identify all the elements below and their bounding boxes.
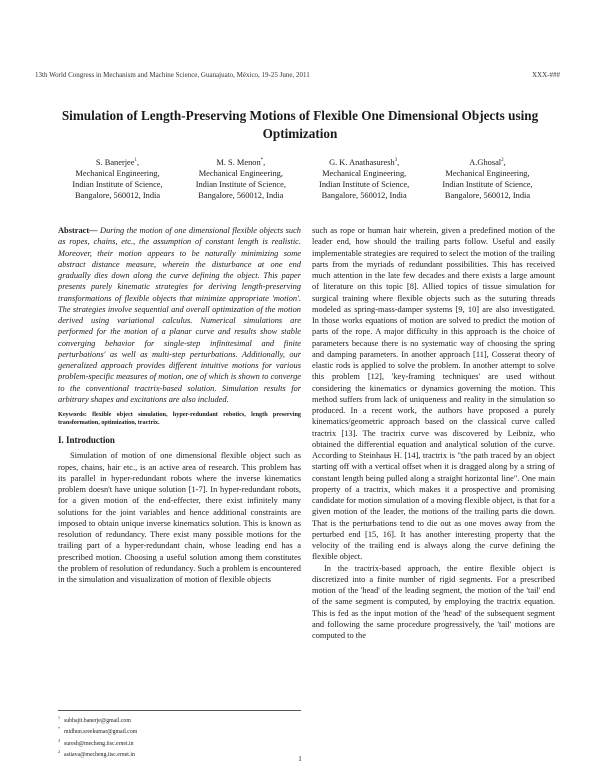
right-column bbox=[312, 225, 555, 641]
intro-paragraph-2: such as rope or human hair wherein, given a predefined motion of the leader end, how should the trailing parts follow. Useful and easily implementable strategies are required to select the motion of the trailing parts from the myriads of redundant possibilities. This has received much attention in the late few decades and there exists a large amount of literature on this topic [8]. Allied topics of tissue simulation for surgical training where flexible objects such as the suturing threads modeled as spring-mass-damper systems [9, 10] are also investigated. In those works equations of motion are solved to predict the motion of parts of the rope. A major difficulty in this approach is the choice of parameters because there is no systematic way of choosing the spring and damping parameters. In another approach [11], Cosserat theory of elastic rods is applied to solve the problem. In another attempt to solve this problem [12], 'key-framing techniques' are used without considering the kinematics or dynamics governing the motion. This method suffers from lack of uniqueness and reality in the simulation so produced. In a recent work, the authors have proposed a purely kinematics/geometric approach based on the classical curve called tractrix [13]. The tractrix curve was discovered by Leibniz, who obtained the differential equation and analytical solution of the curve. According to Steinhaus H. [14], tractrix is "the path traced by an object starting off with a vertical offset when it is dragged along by a string of constant length being pulled along a straight horizontal line". One main property of a tractrix, which makes it a prospective and promising candidate for motion simulation of a moving flexible object, is that for a given motion of the leader, the motions of the trailing parts die down. That is the perturbations tend to die out as one moves away from the perturbed end [15, 16]. It has another interesting property that the velocity of the trailing end is always along the curve defining the flexible object. bbox=[312, 226, 555, 562]
footnote-mark: 3 bbox=[58, 737, 60, 743]
footnote-mark: 2 bbox=[58, 748, 60, 754]
author-block: S. Banerjee$^1$, Mechanical Engineering, Indian Institute of Science, Bangalore, 560012, India bbox=[60, 155, 175, 202]
author-institute: Indian Institute of Science, bbox=[442, 180, 533, 190]
abstract bbox=[58, 225, 301, 405]
author-name: M. S. Menon bbox=[216, 157, 261, 167]
author-mark: 3 bbox=[394, 158, 398, 163]
author-name: S. Banerjee bbox=[95, 157, 135, 167]
author-block: G. K. Anathasuresh$^3$, Mechanical Engineering, Indian Institute of Science, Bangalore, 560012, India bbox=[307, 155, 422, 202]
author-mark: * bbox=[260, 158, 264, 163]
author-name: A.Ghosal bbox=[469, 157, 502, 167]
footnote bbox=[58, 725, 301, 736]
footnotes bbox=[58, 710, 301, 759]
author-address: Bangalore, 560012, India bbox=[198, 191, 284, 201]
author-mark: 1 bbox=[134, 158, 137, 163]
footnote-email[interactable]: asitava@mecheng.iisc.ernet.in bbox=[64, 751, 135, 758]
author-address: Bangalore, 560012, India bbox=[444, 191, 531, 201]
footnote-mark: 1 bbox=[58, 715, 60, 720]
footnote-email[interactable]: subhajit.banerje@gmail.com bbox=[64, 717, 131, 724]
author-institute: Indian Institute of Science, bbox=[319, 180, 410, 190]
footnote bbox=[58, 714, 301, 725]
author-block: A.Ghosal$^2$, Mechanical Engineering, Indian Institute of Science, Bangalore, 560012, India bbox=[430, 155, 545, 202]
intro-paragraph-3: In the tractrix-based approach, the entire flexible object is discretized into a finite number of rigid segments. For a prescribed motion of the 'head' of the leading segment, the motion of the 'tail' end of the same segment is computed, by employing the tractrix equation. This is fed as the input motion of the 'head' of the subsequent segment and following the same procedure progressively, the 'tail' motions are computed to the bbox=[312, 563, 555, 640]
keywords: Keywords: flexible object simulation, hyper-redundant robotics, length preserving transformation, optimization, tractrix. bbox=[58, 411, 301, 426]
author-address: Bangalore, 560012, India bbox=[74, 191, 161, 201]
paper-id: XXX-### bbox=[532, 71, 560, 79]
abstract-label: Abstract— bbox=[58, 226, 98, 235]
author-address: Bangalore, 560012, India bbox=[321, 191, 407, 201]
intro-paragraph-1: Simulation of motion of one dimensional flexible object such as ropes, chains, hair etc., is an active area of research. This problem has its parallel in hyper-redundant robots where the inverse kinematics problem doesn't have unique solution [1-7]. In hyper-redundant robots, for a given motion of the end-effecter, there exist infinitely many solutions for the joint variables and hence additional constraints are imposed to obtain unique inverse kinematics solution. This is known as resolution of redundancy. There exist many possible motions for the trailing part of a hyper-redundant chain, whose leading end has a prescribed motion. Choosing a useful solution among them constitutes the problem of resolution of redundancy. Such a problem is encountered in the simulation and visualization of motion of flexible objects bbox=[58, 451, 301, 584]
footnote-email[interactable]: midhun.sreekumar@gmail.com bbox=[64, 729, 138, 736]
conference-name: 13th World Congress in Mechanism and Machine Science, Guanajuato, México, 19-25 June, 2011 bbox=[35, 71, 310, 79]
footnote bbox=[58, 737, 301, 748]
author-name: G. K. Anathasuresh bbox=[329, 157, 395, 167]
running-header bbox=[35, 71, 560, 79]
author-dept: Mechanical Engineering, bbox=[75, 169, 160, 178]
paper-title: Simulation of Length-Preserving Motions of Flexible One Dimensional Objects using Optimization bbox=[61, 108, 539, 141]
footnote-email[interactable]: suresh@mecheng.iisc.ernet.in bbox=[64, 740, 134, 747]
author-dept: Mechanical Engineering, bbox=[322, 169, 407, 178]
author-institute: Indian Institute of Science, bbox=[72, 180, 163, 190]
left-column bbox=[58, 225, 301, 585]
author-dept: Mechanical Engineering, bbox=[198, 169, 283, 178]
author-block: M. S. Menon*, Mechanical Engineering, Indian Institute of Science, Bangalore, 560012, India bbox=[183, 155, 298, 202]
author-mark: 2 bbox=[501, 158, 504, 163]
section-heading: I. Introduction bbox=[58, 435, 115, 445]
author-dept: Mechanical Engineering, bbox=[445, 169, 530, 178]
footnote-mark: * bbox=[58, 726, 60, 732]
author-institute: Indian Institute of Science, bbox=[195, 180, 286, 190]
page-number: 1 bbox=[298, 755, 302, 763]
abstract-text: During the motion of one dimensional flexible objects such as ropes, chains, etc., the assumption of constant length is realistic. Moreover, their motion appears to be naturally minimizing some abstract distance measure, wherein the disturbance at one end gradually dies down along the curve defining the object. This paper presents purely kinematic strategies for deriving length-preserving transformations of flexible objects that minimize appropriate 'motion'. The strategies involve sequential and overall optimization of the motion derived using variational calculus. Numerical simulations are performed for the motion of a planar curve and results show stable converging behavior for single-step infinitesimal and finite perturbations' as well as multi-step perturbations. Additionally, our generalized approach provides different intuitive motions for various problem-specific measures of motion, one of which is shown to converge to the conventional tractrix-based solution. Simulation results for arbitrary shapes and excitations are also included. bbox=[58, 226, 301, 404]
author-list bbox=[60, 155, 545, 202]
